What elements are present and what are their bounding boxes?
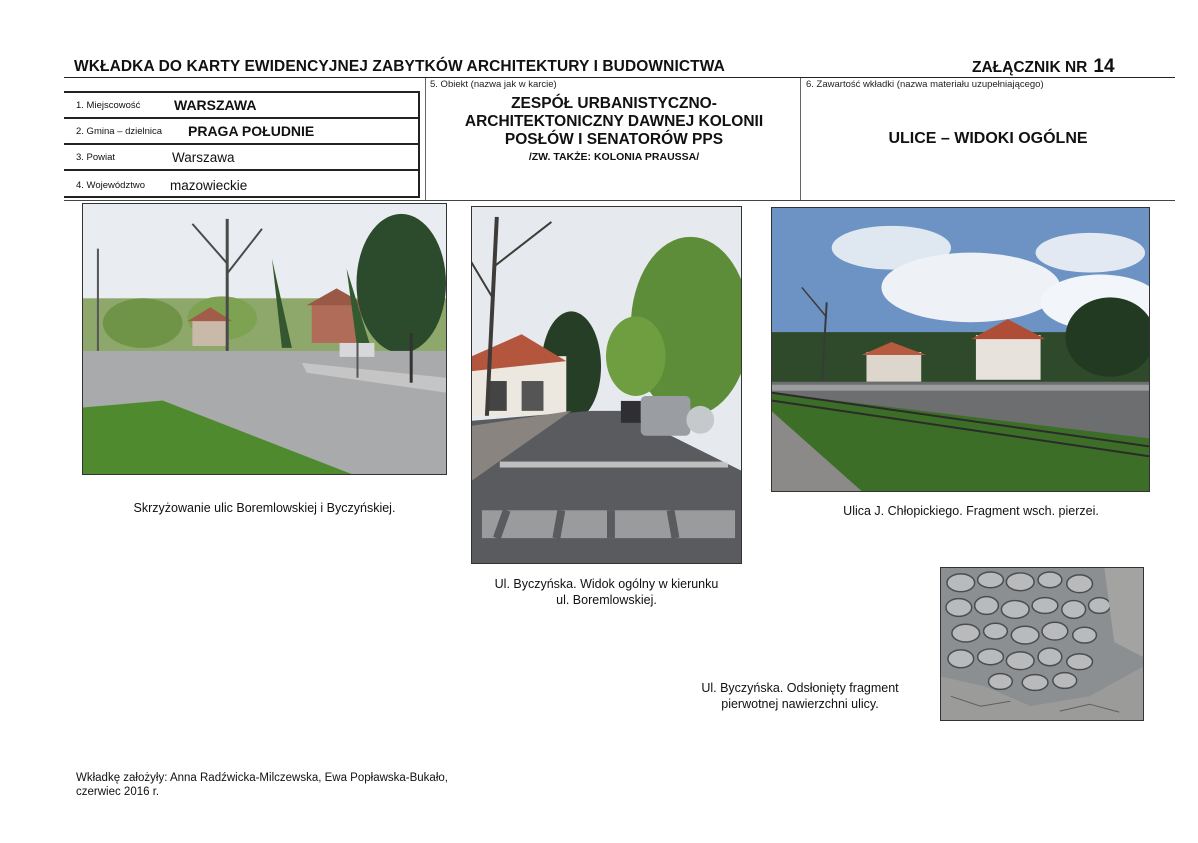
photo-chlopickiego-street	[771, 207, 1150, 492]
photo-byczynska-street	[471, 206, 742, 564]
caption-line: pierwotnej nawierzchni ulicy.	[721, 697, 879, 711]
object-name-line: POSŁÓW I SENATORÓW PPS	[504, 131, 724, 148]
field-value: PRAGA POŁUDNIE	[188, 123, 315, 139]
field-row-voivodeship	[64, 171, 418, 197]
field-value: WARSZAWA	[174, 97, 257, 113]
photo-cobblestone-fragment	[940, 567, 1144, 721]
footer-line: Wkładkę założyły: Anna Radźwicka-Milczewska, Ewa Popławska-Bukało,	[76, 772, 448, 784]
header-rule	[64, 77, 1175, 78]
field-row-locality	[64, 93, 418, 119]
field-label: 1. Miejscowość	[76, 100, 141, 111]
header-bottom-rule	[64, 200, 1175, 201]
photo-caption	[471, 576, 742, 608]
attachment-label: ZAŁĄCZNIK NR	[972, 59, 1088, 76]
field-value: mazowieckie	[170, 178, 248, 193]
object-name-line: ARCHITEKTONICZNY DAWNEJ KOLONII	[464, 113, 764, 130]
photo-intersection	[82, 203, 447, 475]
column-divider	[800, 78, 801, 200]
field-label: 4. Województwo	[76, 180, 145, 191]
object-name-line: ZESPÓŁ URBANISTYCZNO-	[511, 95, 717, 112]
footer-line: czerwiec 2016 r.	[76, 786, 160, 798]
photo-caption: Skrzyżowanie ulic Boremlowskiej i Byczyńskiej.	[133, 501, 396, 515]
field-label: 2. Gmina – dzielnica	[76, 126, 163, 137]
column-divider	[425, 78, 426, 200]
field-row-county	[64, 145, 418, 171]
field-label: 3. Powiat	[76, 152, 116, 163]
caption-line: Ul. Byczyńska. Odsłonięty fragment	[701, 681, 899, 695]
caption-line: Ul. Byczyńska. Widok ogólny w kierunku	[494, 577, 719, 591]
photo-caption	[650, 680, 950, 712]
document-title: WKŁADKA DO KARTY EWIDENCYJNEJ ZABYTKÓW ARCHITEKTURY I BUDOWNICTWA	[74, 58, 725, 75]
object-subtitle: /ZW. TAKŻE: KOLONIA PRAUSSA/	[528, 151, 700, 163]
field-row-district	[64, 119, 418, 145]
photo-caption: Ulica J. Chłopickiego. Fragment wsch. pierzei.	[843, 504, 1099, 518]
field-value: Warszawa	[172, 150, 235, 165]
content-label: 6. Zawartość wkładki (nazwa materiału uzupełniającego)	[806, 79, 1044, 90]
location-fields	[64, 91, 420, 198]
object-label: 5. Obiekt (nazwa jak w karcie)	[430, 79, 557, 90]
content-value: ULICE – WIDOKI OGÓLNE	[888, 130, 1088, 147]
caption-line: ul. Boremlowskiej.	[556, 593, 657, 607]
object-name	[430, 95, 798, 149]
attachment-number-value: 14	[1093, 56, 1115, 77]
attachment-number	[972, 56, 1115, 78]
document-footer	[76, 771, 448, 799]
